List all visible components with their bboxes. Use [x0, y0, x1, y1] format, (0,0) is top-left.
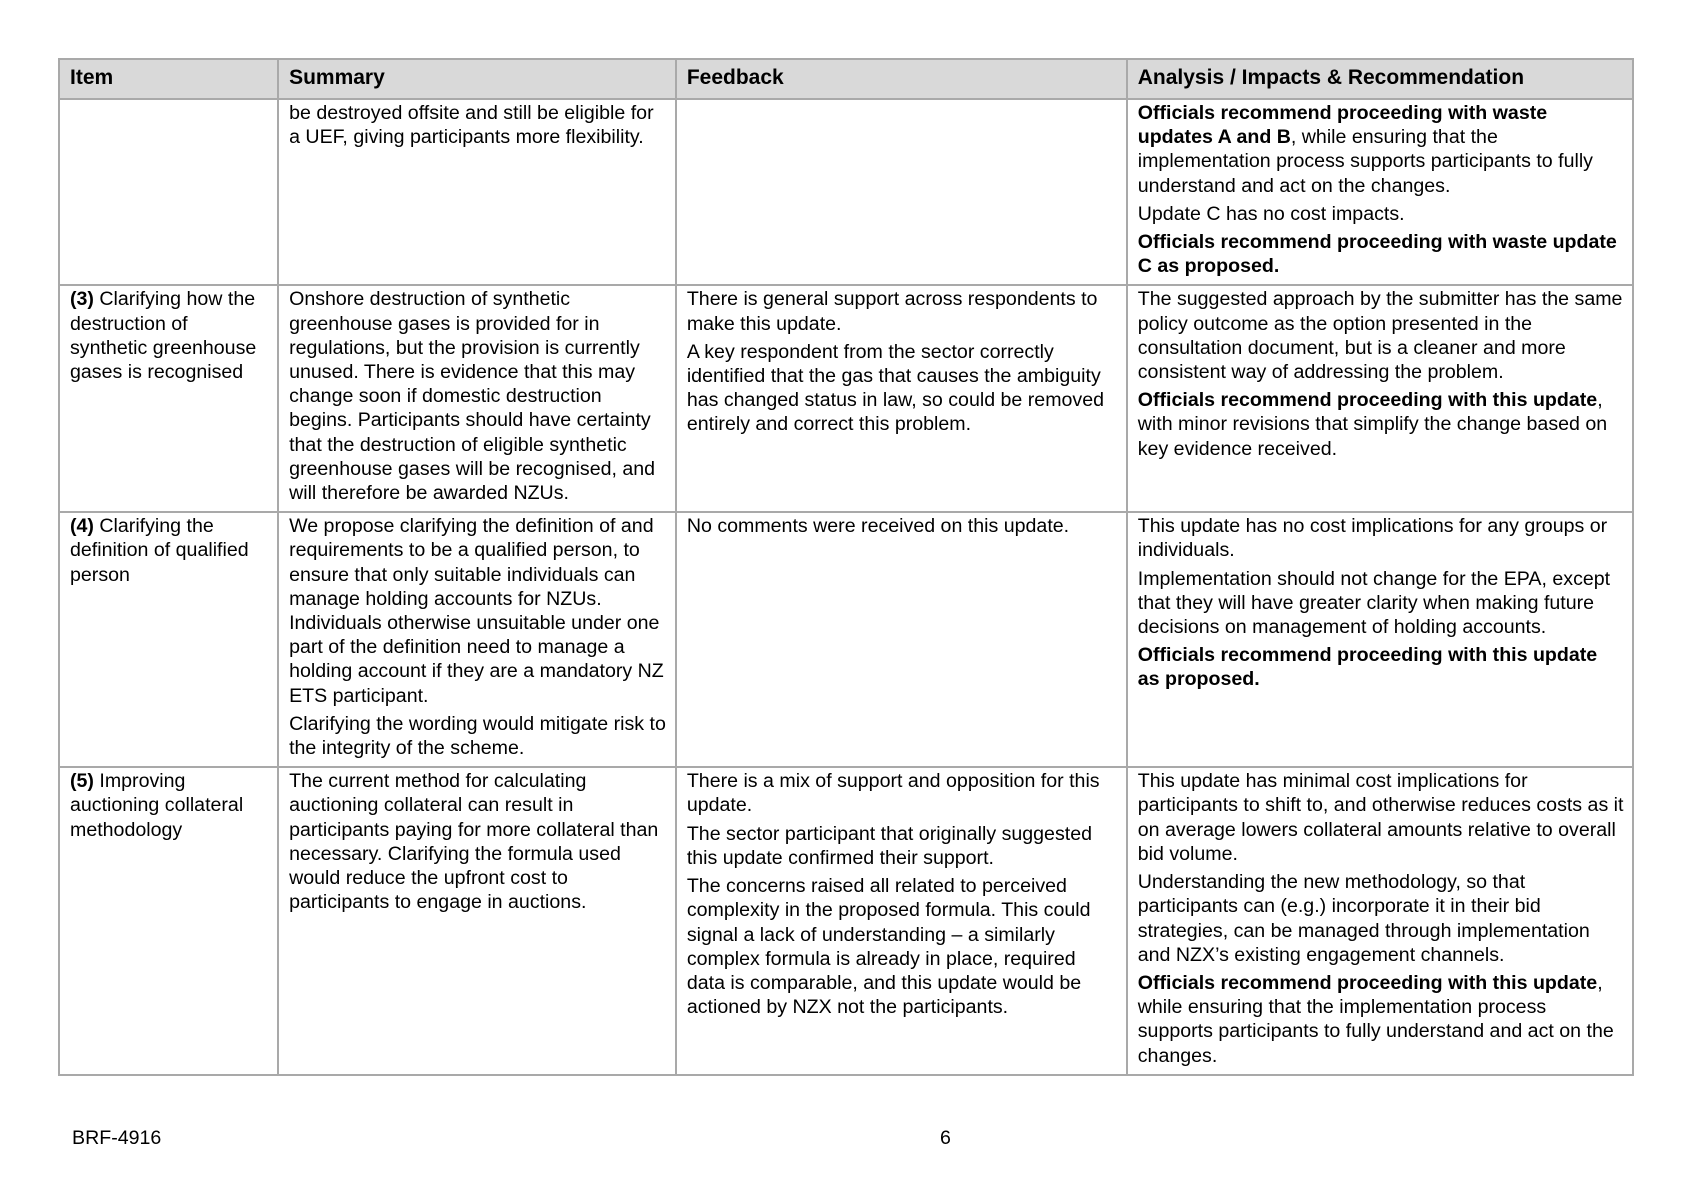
header-feedback: Feedback	[676, 59, 1127, 99]
document-reference: BRF-4916	[72, 1127, 162, 1149]
item-cell	[59, 512, 278, 767]
recommendation-text: Officials recommend proceeding with this update	[1137, 971, 1598, 994]
analysis-paragraph	[1138, 514, 1624, 562]
summary-paragraph: Onshore destruction of synthetic greenhouse gases is provided for in regulations, but the provision is currently unused. There is evidence that this may change soon if domestic destruction begins. Participants should have certainty that the destruction of eligible synthetic greenhouse gases will be recognised, and will therefore be awarded NZUs.	[289, 288, 656, 505]
analysis-text: Implementation should not change for the EPA, except that they will have greater clarity when making future decisions on management of holding accounts.	[1137, 567, 1611, 639]
analysis-text: , while ensuring that the implementation process supports participants to fully understand and act on the changes.	[1137, 971, 1614, 1067]
table-row	[59, 512, 1633, 767]
analysis-paragraph	[1138, 769, 1624, 866]
analysis-paragraph	[1138, 971, 1624, 1068]
analysis-text: The suggested approach by the submitter has the same policy outcome as the option presented in the consultation document, but is a cleaner and more consistent way of addressing the problem.	[1137, 288, 1623, 384]
feedback-cell	[676, 99, 1127, 285]
analysis-paragraph	[1138, 643, 1624, 691]
summary-paragraph: Clarifying the wording would mitigate risk to the integrity of the scheme.	[289, 712, 666, 760]
analysis-text: , while ensuring that the implementation process supports participants to fully understand and act on the changes.	[1137, 126, 1593, 197]
summary-cell	[278, 512, 676, 767]
feedback-paragraph: The concerns raised all related to perceived complexity in the proposed formula. This could signal a lack of understanding – a similarly complex formula is already in place, required data is comparable, and this update would be actioned by NZX not the participants.	[686, 875, 1091, 1019]
table-body	[59, 99, 1633, 1075]
analysis-paragraph	[1138, 101, 1624, 198]
recommendation-text: Officials recommend proceeding with waste updates A and B	[1137, 102, 1548, 149]
feedback-paragraph: There is general support across respondents to make this update.	[686, 288, 1098, 335]
item-title: Clarifying the definition of qualified person	[70, 515, 249, 586]
analysis-text: This update has no cost implications for any groups or individuals.	[1137, 515, 1608, 562]
analysis-text: Understanding the new methodology, so that participants can (e.g.) incorporate it in their bid strategies, can be managed through implementation and NZX’s existing engagement channels.	[1137, 871, 1590, 966]
feedback-paragraph: No comments were received on this update.	[686, 515, 1070, 538]
summary-cell	[278, 767, 676, 1074]
summary-paragraph: The current method for calculating auctioning collateral can result in participants paying for more collateral than necessary. Clarifying the formula used would reduce the upfront cost to participants to engage in auctions.	[289, 770, 659, 914]
analysis-paragraph	[1138, 202, 1624, 226]
summary-paragraph: be destroyed offsite and still be eligible for a UEF, giving participants more flexibility.	[289, 102, 654, 149]
feedback-paragraph: There is a mix of support and opposition for this update.	[686, 770, 1100, 817]
analysis-cell	[1127, 99, 1633, 285]
analysis-cell	[1127, 767, 1633, 1074]
analysis-paragraph	[1138, 287, 1624, 384]
table-row	[59, 99, 1633, 285]
analysis-paragraph	[1138, 870, 1624, 967]
analysis-paragraph	[1138, 230, 1624, 278]
analysis-text: Update C has no cost impacts.	[1137, 202, 1405, 225]
item-number: (5)	[70, 770, 94, 793]
analysis-cell	[1127, 512, 1633, 767]
analysis-text: , with minor revisions that simplify the change based on key evidence received.	[1137, 389, 1608, 460]
table-header-row	[59, 59, 1633, 99]
summary-paragraph: We propose clarifying the definition of and requirements to be a qualified person, to ensure that only suitable individuals can manage holding accounts for NZUs. Individuals otherwise unsuitable under one part of the definition need to manage a holding account if they are a mandatory NZ ETS participant.	[289, 515, 664, 707]
feedback-paragraph: A key respondent from the sector correctly identified that the gas that causes the ambiguity has changed status in law, so could be removed entirely and correct this problem.	[686, 340, 1104, 436]
analysis-paragraph	[1138, 567, 1624, 640]
recommendation-text: Officials recommend proceeding with waste update C as proposed.	[1137, 231, 1617, 278]
item-paragraph	[70, 514, 269, 587]
summary-cell	[278, 285, 676, 512]
feedback-cell	[676, 512, 1127, 767]
item-number: (4)	[70, 515, 94, 538]
table-row	[59, 285, 1633, 512]
analysis-cell	[1127, 285, 1633, 512]
item-title: Improving auctioning collateral methodology	[70, 770, 244, 841]
header-analysis: Analysis / Impacts & Recommendation	[1127, 59, 1633, 99]
feedback-paragraph: The sector participant that originally suggested this update confirmed their support.	[686, 822, 1092, 869]
header-item: Item	[59, 59, 278, 99]
item-title: Clarifying how the destruction of synthetic greenhouse gases is recognised	[70, 288, 257, 384]
header-summary: Summary	[278, 59, 676, 99]
summary-cell	[278, 99, 676, 285]
item-cell	[59, 285, 278, 512]
recommendation-text: Officials recommend proceeding with this update	[1137, 389, 1598, 412]
item-paragraph	[70, 287, 269, 384]
feedback-cell	[676, 285, 1127, 512]
item-paragraph	[70, 769, 269, 842]
table-row	[59, 767, 1633, 1074]
briefing-table	[58, 58, 1634, 1076]
item-number: (3)	[70, 288, 94, 311]
item-cell	[59, 767, 278, 1074]
analysis-text: This update has minimal cost implications for participants to shift to, and otherwise reduces costs as it on average lowers collateral amounts relative to overall bid volume.	[1137, 770, 1624, 865]
feedback-cell	[676, 767, 1127, 1074]
recommendation-text: Officials recommend proceeding with this update as proposed.	[1137, 644, 1598, 691]
item-cell	[59, 99, 278, 285]
page-number: 6	[940, 1127, 951, 1149]
analysis-paragraph	[1138, 388, 1624, 461]
